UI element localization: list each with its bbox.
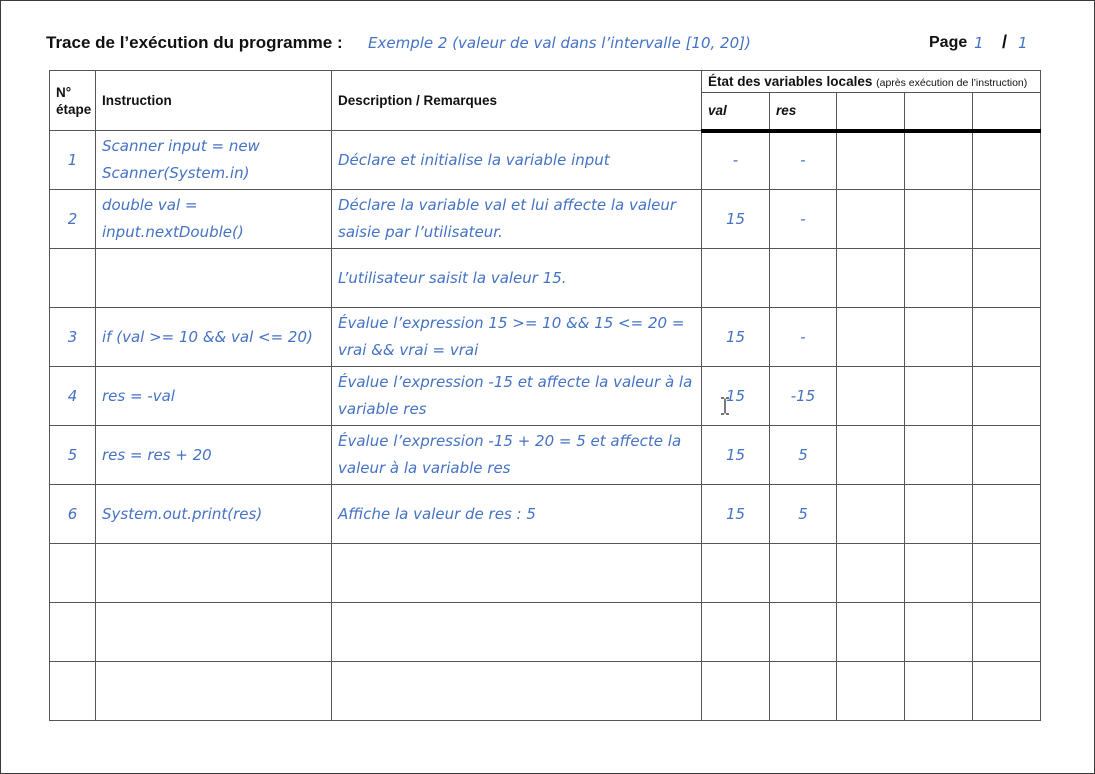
table-row [50, 485, 1041, 544]
empty-cell [837, 308, 905, 367]
val-cell: 15 [702, 426, 770, 485]
header-var-empty [973, 93, 1041, 131]
val-cell: 15 [702, 308, 770, 367]
val-cell: 15 [702, 485, 770, 544]
step-cell: 4 [50, 367, 96, 426]
step-cell [50, 544, 96, 603]
page-header [46, 33, 1046, 57]
empty-cell [837, 662, 905, 721]
description-cell: Évalue l’expression 15 >= 10 && 15 <= 20 = vrai && vrai = vrai [332, 308, 702, 367]
header-instruction: Instruction [96, 71, 332, 131]
header-step: N° étape [50, 71, 96, 131]
table-row [50, 544, 1041, 603]
page-separator: / [1002, 32, 1008, 52]
empty-cell [905, 603, 973, 662]
instruction-cell: Scanner input = new Scanner(System.in) [96, 131, 332, 190]
res-cell [770, 249, 837, 308]
res-cell: - [770, 308, 837, 367]
empty-cell [973, 190, 1041, 249]
page-label: Page [929, 34, 968, 51]
empty-cell [973, 426, 1041, 485]
step-cell: 1 [50, 131, 96, 190]
res-cell: - [770, 131, 837, 190]
res-cell [770, 603, 837, 662]
res-cell: - [770, 190, 837, 249]
val-cell: 15 [702, 190, 770, 249]
instruction-cell: System.out.print(res) [96, 485, 332, 544]
empty-cell [905, 485, 973, 544]
table-row [50, 190, 1041, 249]
table-row [50, 308, 1041, 367]
table-row [50, 662, 1041, 721]
instruction-cell: res = -val [96, 367, 332, 426]
instruction-cell: res = res + 20 [96, 426, 332, 485]
trace-table [49, 70, 1041, 721]
page-total: 1 [1018, 34, 1028, 52]
table-row [50, 603, 1041, 662]
header-var-empty [905, 93, 973, 131]
empty-cell [837, 249, 905, 308]
empty-cell [837, 367, 905, 426]
empty-cell [905, 131, 973, 190]
empty-cell [905, 190, 973, 249]
step-cell: 5 [50, 426, 96, 485]
empty-cell [837, 544, 905, 603]
description-cell: Déclare et initialise la variable input [332, 131, 702, 190]
table-row [50, 367, 1041, 426]
empty-cell [973, 367, 1041, 426]
description-cell [332, 662, 702, 721]
description-cell: Évalue l’expression -15 et affecte la valeur à la variable res [332, 367, 702, 426]
res-cell [770, 544, 837, 603]
header-state-label: État des variables locales [708, 74, 873, 89]
empty-cell [973, 249, 1041, 308]
val-cell [702, 662, 770, 721]
empty-cell [905, 308, 973, 367]
empty-cell [973, 662, 1041, 721]
empty-cell [973, 308, 1041, 367]
res-cell: -15 [770, 367, 837, 426]
res-cell [770, 662, 837, 721]
description-cell: L’utilisateur saisit la valeur 15. [332, 249, 702, 308]
instruction-cell [96, 249, 332, 308]
instruction-cell [96, 603, 332, 662]
empty-cell [973, 131, 1041, 190]
instruction-cell [96, 544, 332, 603]
table-row [50, 131, 1041, 190]
step-cell [50, 249, 96, 308]
empty-cell [973, 544, 1041, 603]
description-cell: Évalue l’expression -15 + 20 = 5 et affecte la valeur à la variable res [332, 426, 702, 485]
table-row [50, 426, 1041, 485]
empty-cell [837, 131, 905, 190]
val-cell [702, 603, 770, 662]
header-var-res: res [770, 93, 837, 131]
step-cell: 6 [50, 485, 96, 544]
empty-cell [973, 603, 1041, 662]
description-cell [332, 603, 702, 662]
empty-cell [973, 485, 1041, 544]
header-description: Description / Remarques [332, 71, 702, 131]
val-cell: 15 [702, 367, 770, 426]
step-cell [50, 662, 96, 721]
table-row [50, 249, 1041, 308]
res-cell: 5 [770, 426, 837, 485]
val-cell [702, 544, 770, 603]
page-current: 1 [974, 34, 984, 52]
page-subtitle: Exemple 2 (valeur de val dans l’intervalle [10, 20]) [368, 34, 751, 52]
empty-cell [905, 249, 973, 308]
empty-cell [905, 544, 973, 603]
res-cell: 5 [770, 485, 837, 544]
header-var-val: val [702, 93, 770, 131]
header-var-empty [837, 93, 905, 131]
description-cell [332, 544, 702, 603]
val-cell [702, 249, 770, 308]
description-cell: Affiche la valeur de res : 5 [332, 485, 702, 544]
empty-cell [905, 367, 973, 426]
instruction-cell: double val = input.nextDouble() [96, 190, 332, 249]
header-state-note: (après exécution de l’instruction) [876, 77, 1028, 89]
instruction-cell [96, 662, 332, 721]
empty-cell [837, 426, 905, 485]
instruction-cell: if (val >= 10 && val <= 20) [96, 308, 332, 367]
empty-cell [837, 485, 905, 544]
empty-cell [837, 190, 905, 249]
step-cell: 2 [50, 190, 96, 249]
description-cell: Déclare la variable val et lui affecte la valeur saisie par l’utilisateur. [332, 190, 702, 249]
empty-cell [837, 603, 905, 662]
val-cell: - [702, 131, 770, 190]
empty-cell [905, 426, 973, 485]
header-state [702, 71, 1041, 93]
step-cell: 3 [50, 308, 96, 367]
empty-cell [905, 662, 973, 721]
step-cell [50, 603, 96, 662]
page-title: Trace de l’exécution du programme : [46, 33, 343, 52]
